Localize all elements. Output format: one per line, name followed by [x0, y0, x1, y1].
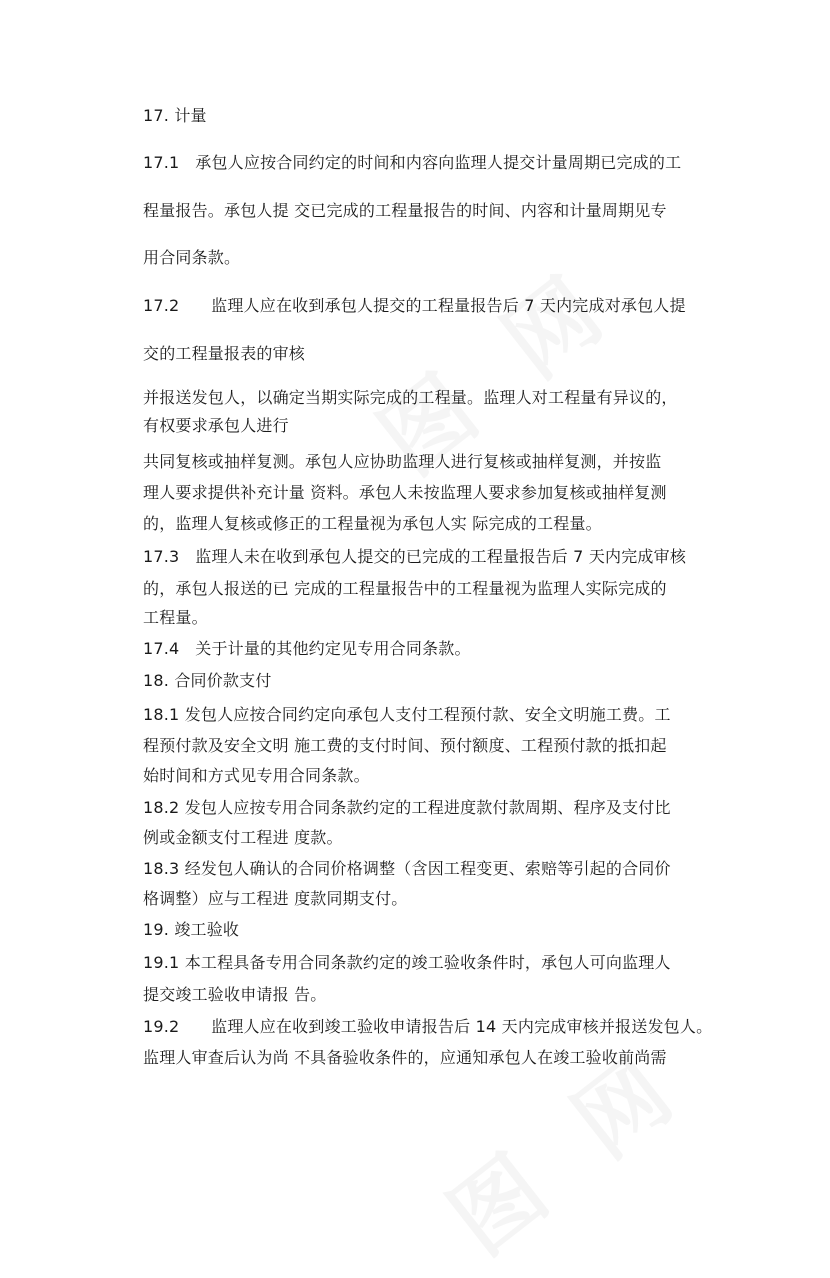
- text-line: 例或金额支付工程进 度款。: [143, 828, 343, 847]
- text-line: 格调整）应与工程进 度款同期支付。: [143, 889, 408, 908]
- text-line: 始时间和方式见专用合同条款。: [143, 766, 370, 785]
- text-line: 用合同条款。: [143, 248, 241, 267]
- text-line: 工程量。: [143, 608, 208, 627]
- text-line: 理人要求提供补充计量 资料。承包人未按监理人要求参加复核或抽样复测: [143, 483, 667, 502]
- text-line: 17.4 关于计量的其他约定见专用合同条款。: [143, 639, 471, 658]
- text-line: 17.1 承包人应按合同约定的时间和内容向监理人提交计量周期已完成的工: [143, 153, 682, 172]
- text-line: 17.2 监理人应在收到承包人提交的工程量报告后 7 天内完成对承包人提: [143, 296, 686, 315]
- text-line: 18.2 发包人应按专用合同条款约定的工程进度款付款周期、程序及支付比: [143, 798, 671, 817]
- text-line: 程量报告。承包人提 交已完成的工程量报告的时间、内容和计量周期见专: [143, 201, 667, 220]
- section-heading: 18. 合同价款支付: [143, 671, 272, 690]
- text-line: 18.1 发包人应按合同约定向承包人支付工程预付款、安全文明施工费。工: [143, 705, 671, 724]
- text-line: 共同复核或抽样复测。承包人应协助监理人进行复核或抽样复测，并按监: [143, 452, 662, 471]
- text-line: 18.3 经发包人确认的合同价格调整（含因工程变更、索赔等引起的合同价: [143, 859, 671, 878]
- text-line: 有权要求承包人进行: [143, 416, 289, 435]
- text-line: 程预付款及安全文明 施工费的支付时间、预付额度、工程预付款的抵扣起: [143, 736, 667, 755]
- text-line: 19.1 本工程具备专用合同条款约定的竣工验收条件时，承包人可向监理人: [143, 953, 671, 972]
- text-line: 的，承包人报送的已 完成的工程量报告中的工程量视为监理人实际完成的: [143, 579, 667, 598]
- text-line: 交的工程量报表的审核: [143, 344, 306, 363]
- text-line: 监理人审查后认为尚 不具备验收条件的，应通知承包人在竣工验收前尚需: [143, 1048, 667, 1067]
- text-line: 17.3 监理人未在收到承包人提交的已完成的工程量报告后 7 天内完成审核: [143, 547, 687, 566]
- text-line: 的，监理人复核或修正的工程量视为承包人实 际完成的工程量。: [143, 514, 602, 533]
- section-heading: 17. 计量: [143, 106, 207, 125]
- text-line: 19.2 监理人应在收到竣工验收申请报告后 14 天内完成审核并报送发包人。: [143, 1017, 713, 1036]
- text-line: 提交竣工验收申请报 告。: [143, 985, 327, 1004]
- section-heading: 19. 竣工验收: [143, 920, 240, 939]
- text-line: 并报送发包人，以确定当期实际完成的工程量。监理人对工程量有异议的，: [143, 388, 678, 407]
